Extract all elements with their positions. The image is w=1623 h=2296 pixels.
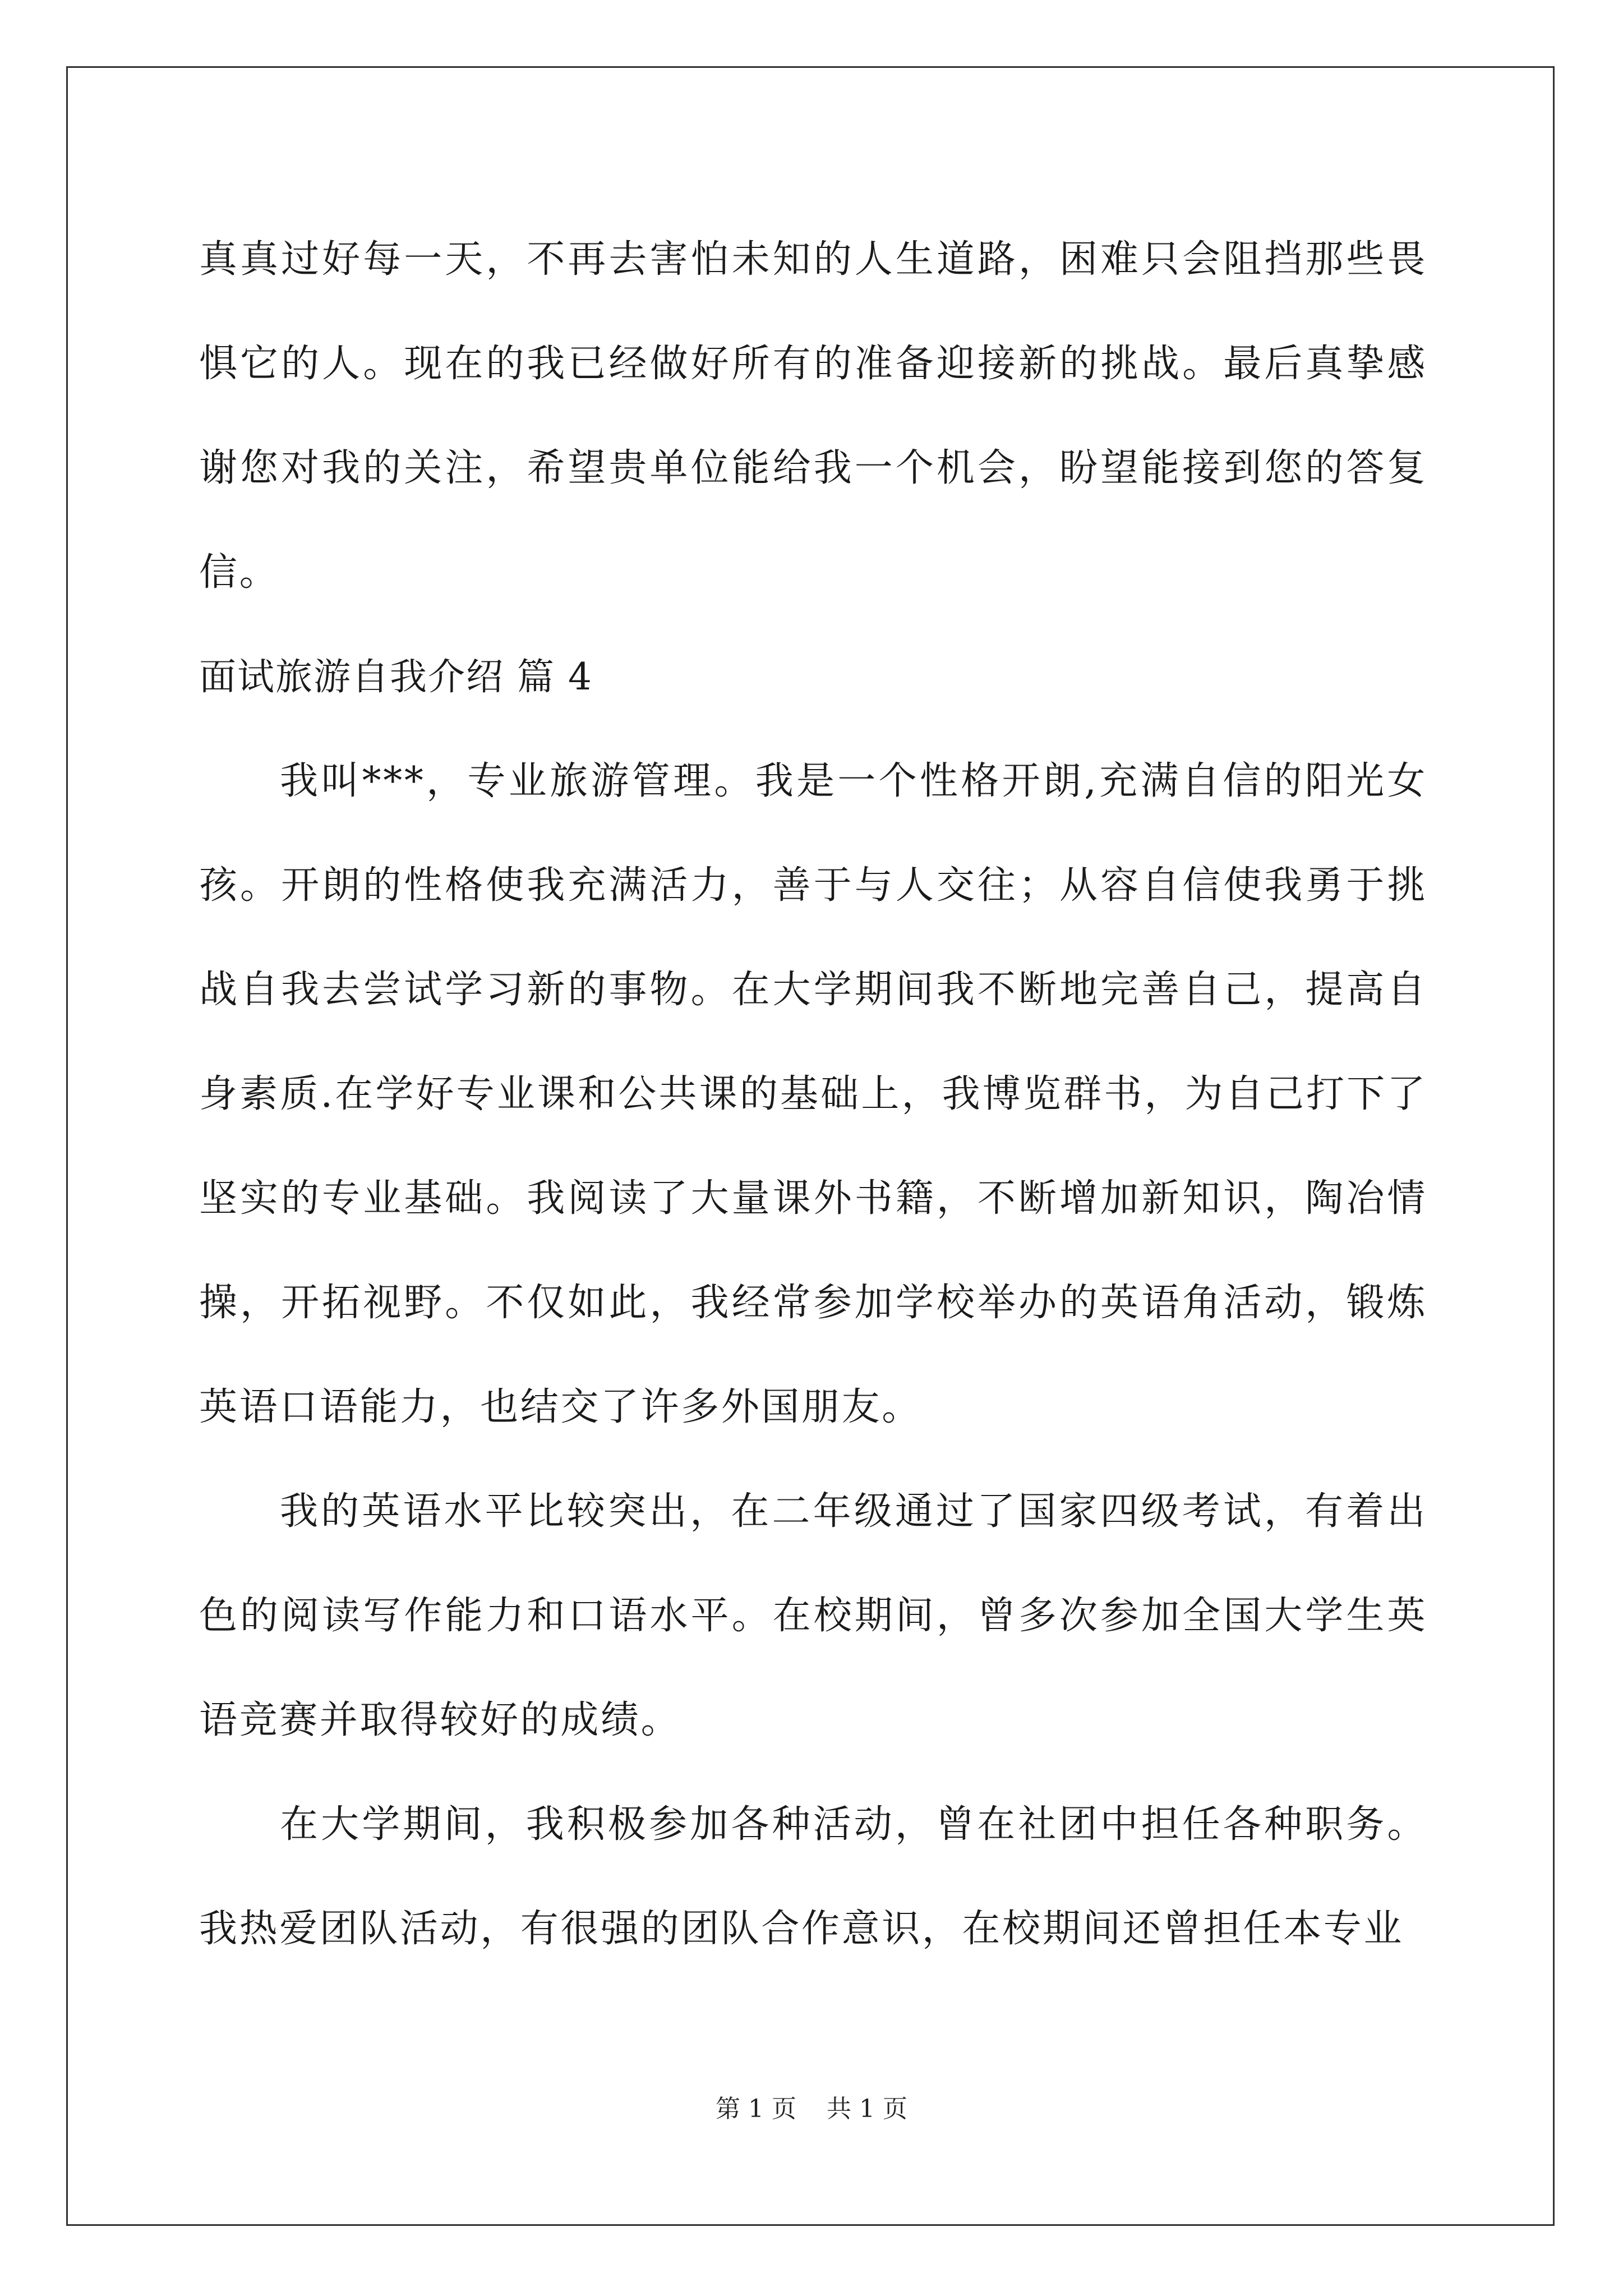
paragraph-english-skills: 我的英语水平比较突出，在二年级通过了国家四级考试，有着出色的阅读写作能力和口语水平。在校期间，曾多次参加全国大学生英语竞赛并取得较好的成绩。 <box>199 1489 1427 1742</box>
page-footer <box>0 2092 1623 2126</box>
paragraph-continuation: 真真过好每一天，不再去害怕未知的人生道路，困难只会阻挡那些畏惧它的人。现在的我已经做好所有的准备迎接新的挑战。最后真挚感谢您对我的关注，希望贵单位能给我一个机会，盼望能接到您的答复信。 <box>199 237 1427 595</box>
section-heading: 面试旅游自我介绍 篇 4 <box>199 655 593 698</box>
page-total: 共 1 页 <box>827 2095 907 2123</box>
page-number: 第 1 页 <box>716 2095 796 2123</box>
paragraph-self-intro: 我叫***，专业旅游管理。我是一个性格开朗,充满自信的阳光女孩。开朗的性格使我充满活力，善于与人交往；从容自信使我勇于挑战自我去尝试学习新的事物。在大学期间我不断地完善自己，提高自身素质.在学好专业课和公共课的基础上，我博览群书，为自己打下了坚实的专业基础。我阅读了大量课外书籍，不断增加新知识，陶冶情操，开拓视野。不仅如此，我经常参加学校举办的英语角活动，锻炼英语口语能力，也结交了许多外国朋友。 <box>199 759 1427 1429</box>
paragraph-activities: 在大学期间，我积极参加各种活动，曾在社团中担任各种职务。我热爱团队活动，有很强的团队合作意识，在校期间还曾担任本专业 <box>199 1802 1427 1951</box>
document-body <box>199 208 1427 1981</box>
